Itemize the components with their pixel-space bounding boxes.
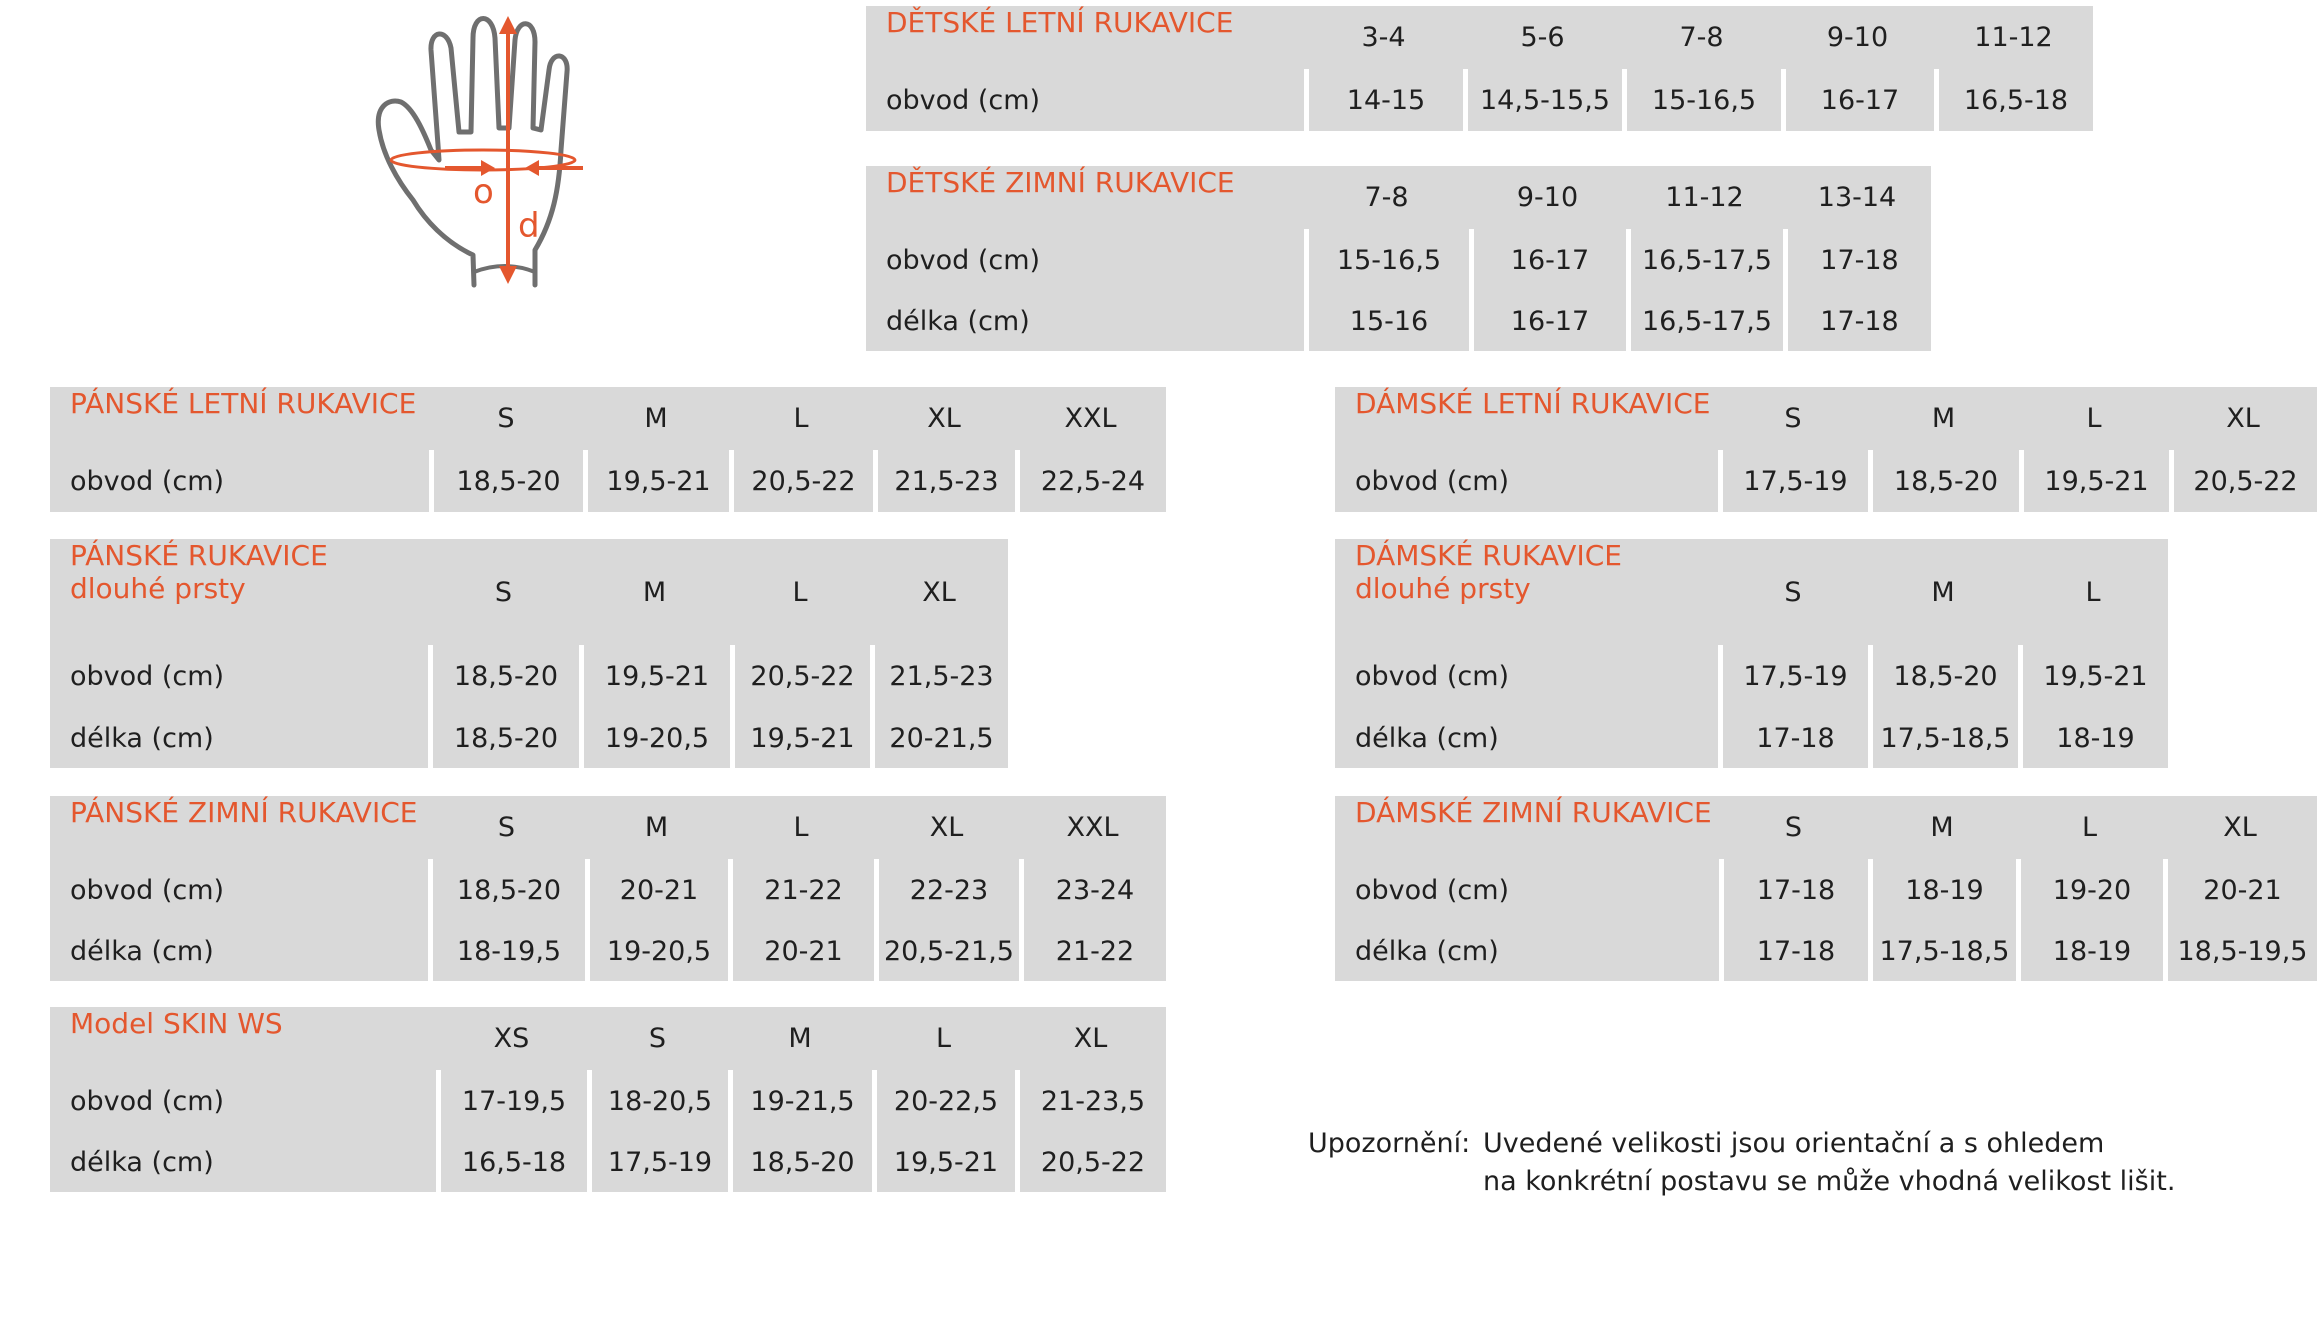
size-header: M <box>644 812 669 843</box>
row-label: délka (cm) <box>70 722 214 754</box>
size-header: 9-10 <box>1516 182 1579 213</box>
size-value: 16,5-17,5 <box>1626 229 1783 291</box>
size-value: 18-19,5 <box>428 921 585 981</box>
row-label: obvod (cm) <box>1355 874 1510 906</box>
row-label: obvod (cm) <box>886 84 1041 116</box>
skin-ws-table <box>50 1007 1166 1192</box>
size-value: 18,5-19,5 <box>2163 921 2317 981</box>
size-header: 3-4 <box>1361 22 1406 53</box>
table-title <box>50 1007 436 1070</box>
table-title-text: DĚTSKÉ ZIMNÍ RUKAVICE <box>886 166 1235 199</box>
women-summer-table <box>1335 387 2317 512</box>
disclaimer-note <box>1308 1125 2175 1201</box>
table-title <box>1335 387 1718 450</box>
table-title-text: PÁNSKÉ RUKAVICE <box>70 539 328 572</box>
size-header: L <box>792 576 808 608</box>
size-value: 22,5-24 <box>1015 450 1166 512</box>
row-label: obvod (cm) <box>70 661 225 692</box>
size-header: XXL <box>1064 403 1117 434</box>
label-d: d <box>518 206 540 246</box>
size-header: S <box>1784 403 1802 434</box>
size-value: 14-15 <box>1304 69 1463 131</box>
size-header: M <box>1931 576 1955 608</box>
size-value: 18,5-20 <box>1868 450 2019 512</box>
size-value: 17,5-18,5 <box>1868 708 2018 768</box>
size-value: 21-22 <box>1019 921 1166 981</box>
size-header: L <box>793 403 809 434</box>
row-label: obvod (cm) <box>70 874 225 906</box>
size-value: 19,5-21 <box>583 450 729 512</box>
table-title-text: PÁNSKÉ ZIMNÍ RUKAVICE <box>70 796 418 829</box>
women-winter-table <box>1335 796 2317 981</box>
size-value: 20-21 <box>2163 859 2317 921</box>
size-value: 20-21,5 <box>870 708 1008 768</box>
size-value: 16-17 <box>1781 69 1934 131</box>
size-value: 17-18 <box>1783 229 1931 291</box>
size-value: 20,5-21,5 <box>874 921 1019 981</box>
kids-winter-table <box>866 166 1931 351</box>
size-value: 20-21 <box>585 859 728 921</box>
size-value: 17,5-18,5 <box>1868 921 2016 981</box>
row-label: délka (cm) <box>886 305 1030 337</box>
size-value: 20,5-22 <box>2169 450 2317 512</box>
size-header: XL <box>929 812 964 843</box>
row-label: délka (cm) <box>70 935 214 967</box>
size-value: 19,5-21 <box>579 645 730 708</box>
disclaimer-label: Upozornění: <box>1308 1128 1471 1159</box>
size-value: 18-20,5 <box>587 1070 728 1132</box>
size-value: 18-19 <box>2018 708 2168 768</box>
size-header: S <box>1784 812 1803 843</box>
size-header: 5-6 <box>1520 22 1565 53</box>
size-value: 16,5-18 <box>436 1132 587 1192</box>
size-value: 21-23,5 <box>1015 1070 1166 1132</box>
size-value: 18-19 <box>2016 921 2163 981</box>
size-value: 20-22,5 <box>872 1070 1015 1132</box>
size-header: M <box>1930 812 1954 843</box>
row-label: délka (cm) <box>70 1146 214 1178</box>
row-label: obvod (cm) <box>70 1085 225 1117</box>
size-header: M <box>1931 403 1956 434</box>
size-value: 16,5-17,5 <box>1626 291 1783 351</box>
size-header: 11-12 <box>1665 182 1744 213</box>
size-value: 20-21 <box>728 921 874 981</box>
table-title <box>50 796 428 859</box>
size-value: 18,5-20 <box>429 450 583 512</box>
size-value: 20,5-22 <box>730 645 870 708</box>
size-value: 16-17 <box>1469 229 1626 291</box>
size-header: L <box>793 812 809 843</box>
table-title <box>1335 796 1719 859</box>
size-header: XL <box>922 576 956 608</box>
size-value: 19-20 <box>2016 859 2163 921</box>
table-title <box>866 166 1304 229</box>
size-value: 20,5-22 <box>729 450 873 512</box>
size-value: 18,5-20 <box>428 645 579 708</box>
table-title-text: DÁMSKÉ ZIMNÍ RUKAVICE <box>1355 796 1712 829</box>
size-header: M <box>642 576 667 608</box>
size-header: XL <box>1073 1023 1108 1054</box>
women-long-fingers-table <box>1335 539 2168 768</box>
table-subtitle-text: dlouhé prsty <box>1355 572 1531 605</box>
size-value: 19,5-21 <box>872 1132 1015 1192</box>
size-value: 17-18 <box>1718 708 1868 768</box>
size-value: 18,5-20 <box>428 708 579 768</box>
length-arrow-head-bottom <box>499 266 517 284</box>
size-value: 17-19,5 <box>436 1070 587 1132</box>
size-header: XXL <box>1066 812 1119 843</box>
size-value: 19,5-21 <box>730 708 870 768</box>
size-header: 11-12 <box>1974 22 2053 53</box>
size-header: 7-8 <box>1364 182 1409 213</box>
size-header: S <box>497 812 516 843</box>
size-value: 16-17 <box>1469 291 1626 351</box>
size-value: 17,5-19 <box>587 1132 728 1192</box>
length-arrow-head-top <box>499 16 517 34</box>
table-title-text: DÁMSKÉ LETNÍ RUKAVICE <box>1355 387 1711 420</box>
size-header: L <box>935 1023 952 1054</box>
size-value: 23-24 <box>1019 859 1166 921</box>
size-value: 19-20,5 <box>579 708 730 768</box>
size-value: 17,5-19 <box>1718 450 1868 512</box>
size-header: M <box>788 1023 812 1054</box>
kids-summer-table <box>866 6 2093 131</box>
table-title-text: DĚTSKÉ LETNÍ RUKAVICE <box>886 6 1234 39</box>
size-header: XL <box>2226 403 2260 434</box>
size-value: 18,5-20 <box>1868 645 2018 708</box>
size-header: XL <box>927 403 961 434</box>
disclaimer-text <box>1483 1125 2175 1201</box>
row-label: obvod (cm) <box>1355 465 1510 497</box>
size-value: 18-19 <box>1868 859 2016 921</box>
size-value: 15-16,5 <box>1304 229 1469 291</box>
size-value: 19-20,5 <box>585 921 728 981</box>
row-label: délka (cm) <box>1355 935 1499 967</box>
table-subtitle-text: dlouhé prsty <box>70 572 246 605</box>
size-value: 18,5-20 <box>728 1132 872 1192</box>
size-header: M <box>644 403 668 434</box>
size-header: L <box>2086 403 2102 434</box>
size-header: XS <box>493 1023 530 1054</box>
circumference-arrow-right-head <box>525 160 539 176</box>
table-title-text: Model SKIN WS <box>70 1007 283 1040</box>
row-label: obvod (cm) <box>70 465 225 497</box>
hand-measurement-diagram <box>375 10 625 340</box>
table-title-text: PÁNSKÉ LETNÍ RUKAVICE <box>70 387 417 420</box>
size-value: 20,5-22 <box>1015 1132 1166 1192</box>
size-value: 17-18 <box>1783 291 1931 351</box>
size-header: S <box>497 403 515 434</box>
size-header: L <box>2081 812 2098 843</box>
table-title <box>50 539 428 645</box>
size-header: XL <box>2223 812 2257 843</box>
disclaimer-line: na konkrétní postavu se může vhodná velikost lišit. <box>1483 1166 2176 1197</box>
size-value: 15-16 <box>1304 291 1469 351</box>
size-value: 15-16,5 <box>1622 69 1781 131</box>
row-label: obvod (cm) <box>1355 661 1510 692</box>
table-title <box>866 6 1304 69</box>
size-value: 19,5-21 <box>2019 450 2169 512</box>
men-winter-table <box>50 796 1166 981</box>
men-summer-table <box>50 387 1166 512</box>
size-header: 9-10 <box>1826 22 1889 53</box>
table-title <box>1335 539 1718 645</box>
men-long-fingers-table <box>50 539 1008 768</box>
row-label: obvod (cm) <box>886 244 1041 276</box>
size-value: 21,5-23 <box>870 645 1008 708</box>
size-value: 21-22 <box>728 859 874 921</box>
size-value: 14,5-15,5 <box>1463 69 1622 131</box>
table-title-text: DÁMSKÉ RUKAVICE <box>1355 539 1622 572</box>
size-header: S <box>494 576 513 608</box>
size-value: 18,5-20 <box>428 859 585 921</box>
size-header: S <box>1784 576 1802 608</box>
size-header: 7-8 <box>1679 22 1724 53</box>
size-value: 16,5-18 <box>1934 69 2093 131</box>
size-value: 19,5-21 <box>2018 645 2168 708</box>
row-label: délka (cm) <box>1355 722 1499 754</box>
size-header: S <box>648 1023 667 1054</box>
size-value: 19-21,5 <box>728 1070 872 1132</box>
size-header: 13-14 <box>1817 182 1897 213</box>
size-value: 17,5-19 <box>1718 645 1868 708</box>
table-title <box>50 387 429 450</box>
size-value: 17-18 <box>1719 859 1868 921</box>
label-o: o <box>473 172 494 212</box>
disclaimer-line: Uvedené velikosti jsou orientační a s ohledem <box>1483 1128 2105 1159</box>
size-value: 22-23 <box>874 859 1019 921</box>
size-header: L <box>2085 576 2101 608</box>
size-value: 17-18 <box>1719 921 1868 981</box>
size-value: 21,5-23 <box>873 450 1015 512</box>
